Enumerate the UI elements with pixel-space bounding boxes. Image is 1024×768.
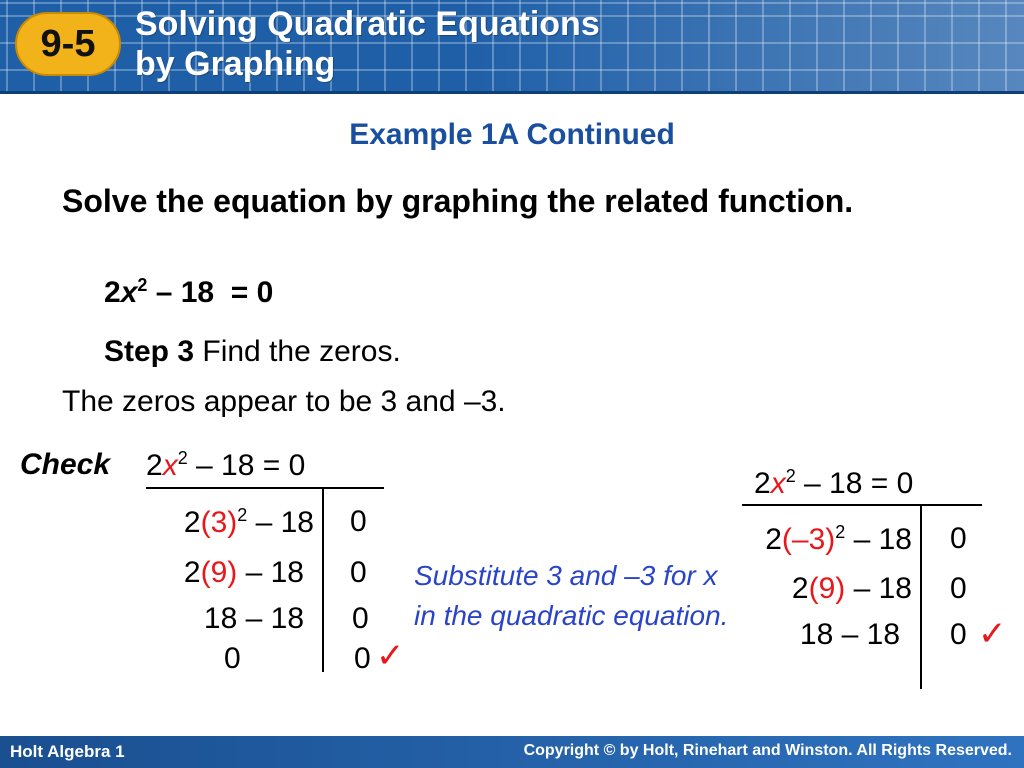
check-left-row2-right: 0: [350, 556, 367, 589]
step-text: Find the zeros.: [194, 335, 401, 368]
check-left-header: [146, 448, 305, 483]
check-right-header-exp: 2: [785, 466, 796, 486]
check-left-row3-right: 0: [352, 602, 369, 635]
zeros-statement: The zeros appear to be 3 and –3.: [62, 385, 506, 418]
equation-rest: – 18 = 0: [147, 276, 274, 309]
row-text: – 18: [845, 572, 912, 605]
lesson-title-line1: Solving Quadratic Equations: [135, 5, 600, 43]
example-title: Example 1A Continued: [349, 118, 675, 151]
footer-course: Holt Algebra 1: [10, 742, 125, 761]
step-label: Step 3: [104, 335, 195, 368]
row-exponent: 2: [237, 505, 248, 525]
check-left-header-var: x: [162, 449, 178, 482]
header-banner: [0, 0, 1024, 94]
check-left-header-exp: 2: [177, 448, 188, 468]
row-text: – 18: [247, 506, 314, 539]
check-right-header-coef: 2: [754, 467, 771, 500]
check-left-header-coef: 2: [146, 449, 163, 482]
footer-bar: [0, 736, 1024, 768]
instruction-text: Solve the equation by graphing the related function.: [62, 183, 854, 219]
footer-copyright: Copyright © by Holt, Rinehart and Winston. All Rights Reserved.: [523, 742, 1012, 759]
check-right-row1-left: [765, 522, 912, 557]
equation-variable: x: [120, 276, 138, 309]
check-mark-icon: ✓: [376, 637, 405, 675]
row-substitution: (3): [200, 506, 238, 539]
check-left-header-rest: – 18 = 0: [187, 449, 306, 482]
equation-coefficient: 2: [104, 276, 121, 309]
check-left-row3-left: 18 – 18: [203, 602, 304, 635]
row-substitution: (–3): [781, 523, 836, 556]
substitution-note: Substitute 3 and –3 for x in the quadratic equation.: [414, 560, 729, 631]
row-text: 2: [765, 523, 782, 556]
row-text: 2: [183, 556, 201, 589]
check-left-divider: [322, 489, 324, 672]
row-text: – 18: [845, 523, 912, 556]
check-label: Check: [20, 448, 111, 481]
check-left-row2-left: [184, 556, 304, 590]
check-right-divider: [920, 506, 922, 689]
row-substitution: (9): [808, 572, 846, 605]
check-left-row1-right: 0: [350, 505, 367, 538]
step-line: [104, 335, 401, 369]
check-right-row3-right: 0: [950, 618, 967, 651]
row-exponent: 2: [835, 522, 846, 542]
check-mark-icon: ✓: [978, 615, 1007, 653]
row-text: – 18: [237, 556, 304, 589]
check-right-row2-right: 0: [950, 572, 967, 605]
check-left-row4-left: 0: [224, 642, 241, 675]
row-text: 2: [791, 572, 809, 605]
check-left-row4-right: 0: [354, 642, 371, 675]
check-right-header-rest: – 18 = 0: [795, 467, 914, 500]
row-substitution: (9): [200, 556, 238, 589]
check-right-row3-left: 18 – 18: [799, 618, 900, 651]
equation: [104, 275, 273, 310]
lesson-title-line2: by Graphing: [135, 45, 336, 83]
lesson-badge: 9-5: [15, 12, 121, 76]
check-right-rule: [742, 504, 982, 506]
check-right-header: [754, 466, 913, 501]
check-right-header-var: x: [770, 467, 786, 500]
check-left-row1-left: [184, 505, 314, 540]
check-right-row1-right: 0: [950, 522, 967, 555]
lesson-title: [135, 4, 600, 84]
check-left-rule: [146, 487, 384, 489]
check-right-row2-left: [792, 572, 912, 606]
row-text: 2: [183, 506, 201, 539]
equation-exponent: 2: [137, 275, 148, 295]
